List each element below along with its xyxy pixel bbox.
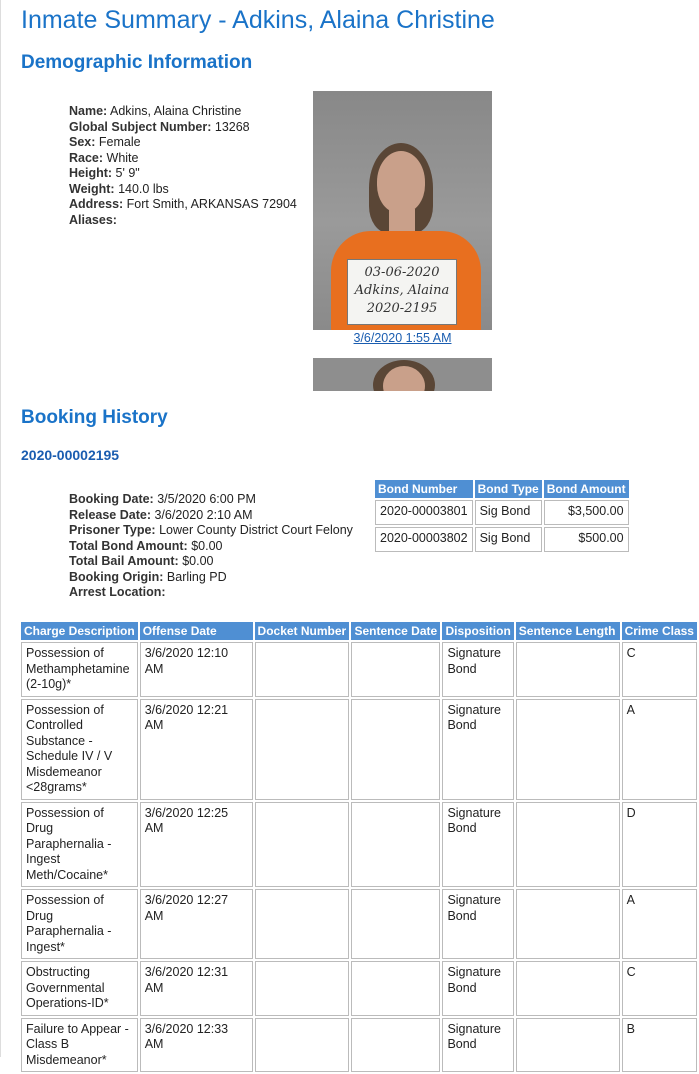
field-label: Height: (69, 166, 113, 180)
cell-offense-date: 3/6/2020 12:10 AM (140, 642, 253, 697)
cell-disposition: Signature Bond (442, 961, 513, 1016)
field-prisoner-type (69, 523, 353, 539)
table-row (375, 527, 629, 552)
cell-disposition: Signature Bond (442, 699, 513, 800)
table-row (21, 1018, 697, 1073)
cell-disposition: Signature Bond (442, 889, 513, 959)
mugshot-photo (313, 91, 492, 330)
cell-crime-class: A (622, 699, 697, 800)
field-label: Total Bail Amount: (69, 554, 179, 568)
booking-section-title: Booking History (21, 407, 168, 428)
column-header-offense-date[interactable]: Offense Date (140, 622, 253, 640)
cell-charge-description: Failure to Appear - Class B Misdemeanor* (21, 1018, 138, 1073)
field-value: 140.0 lbs (118, 181, 169, 196)
cell-sentence-length (516, 802, 620, 888)
booking-info (69, 492, 353, 601)
field-value: Female (98, 135, 141, 149)
cell-crime-class: C (622, 961, 697, 1016)
demographic-section-title: Demographic Information (21, 52, 253, 73)
photo-placard (347, 259, 457, 325)
field-value: Lower County District Court Felony (159, 523, 353, 537)
table-row (21, 699, 697, 800)
field-value: 3/6/2020 2:10 AM (154, 507, 253, 522)
cell-docket-number (255, 961, 350, 1016)
mugshot-photo-secondary (313, 358, 492, 391)
field-value: 13268 (214, 119, 250, 134)
cell-disposition: Signature Bond (442, 642, 513, 697)
placard-line-1: 03-06-2020 (364, 265, 440, 280)
cell-bond-number: 2020-00003802 (375, 527, 473, 552)
cell-charge-description: Possession of Methamphetamine (2-10g)* (21, 642, 138, 697)
field-global-subject-number (69, 120, 297, 136)
field-label: Aliases: (69, 212, 117, 227)
cell-bond-type: Sig Bond (475, 527, 542, 552)
field-label: Release Date: (69, 507, 151, 522)
cell-bond-amount: $500.00 (544, 527, 629, 552)
field-total-bail-amount (69, 554, 353, 570)
charges-table (19, 620, 699, 1074)
cell-sentence-date (351, 802, 440, 888)
field-value: Adkins, Alaina Christine (110, 104, 242, 118)
field-weight (69, 182, 297, 198)
column-header-bond-amount[interactable]: Bond Amount (544, 480, 629, 498)
bond-table (373, 478, 631, 554)
field-arrest-location (69, 585, 353, 601)
cell-bond-amount: $3,500.00 (544, 500, 629, 525)
page-title: Inmate Summary - Adkins, Alaina Christine (21, 6, 495, 34)
column-header-bond-number[interactable]: Bond Number (375, 480, 473, 498)
table-row (21, 961, 697, 1016)
field-label: Booking Date: (69, 492, 154, 506)
field-value: Barling PD (166, 569, 227, 584)
cell-sentence-length (516, 889, 620, 959)
cell-crime-class: D (622, 802, 697, 888)
booking-number: 2020-00002195 (21, 447, 120, 463)
field-aliases (69, 213, 297, 229)
field-value: 5' 9" (115, 166, 140, 180)
cell-sentence-date (351, 642, 440, 697)
cell-sentence-length (516, 1018, 620, 1073)
field-value: Fort Smith, ARKANSAS 72904 (126, 197, 297, 211)
field-label: Sex: (69, 135, 96, 149)
cell-bond-number: 2020-00003801 (375, 500, 473, 525)
cell-sentence-date (351, 1018, 440, 1073)
table-row (21, 889, 697, 959)
cell-offense-date: 3/6/2020 12:31 AM (140, 961, 253, 1016)
table-row (375, 500, 629, 525)
field-label: Arrest Location: (69, 585, 166, 599)
field-label: Booking Origin: (69, 569, 164, 584)
cell-sentence-length (516, 642, 620, 697)
cell-offense-date: 3/6/2020 12:21 AM (140, 699, 253, 800)
cell-bond-type: Sig Bond (475, 500, 542, 525)
cell-docket-number (255, 802, 350, 888)
field-address (69, 197, 297, 213)
field-sex (69, 135, 297, 151)
cell-crime-class: A (622, 889, 697, 959)
field-value: $0.00 (182, 554, 214, 568)
cell-sentence-length (516, 961, 620, 1016)
field-label: Global Subject Number: (69, 119, 212, 134)
photo-face (377, 151, 425, 213)
column-header-docket-number[interactable]: Docket Number (255, 622, 350, 640)
field-value: $0.00 (191, 538, 223, 553)
demographic-info (69, 104, 297, 228)
column-header-bond-type[interactable]: Bond Type (475, 480, 542, 498)
column-header-charge-description[interactable]: Charge Description (21, 622, 138, 640)
cell-sentence-length (516, 699, 620, 800)
column-header-disposition[interactable]: Disposition (442, 622, 513, 640)
cell-charge-description: Possession of Drug Paraphernalia - Ingest* (21, 889, 138, 959)
field-label: Race: (69, 150, 104, 165)
field-name (69, 104, 297, 120)
cell-charge-description: Possession of Drug Paraphernalia - Ingest Meth/Cocaine* (21, 802, 138, 888)
cell-sentence-date (351, 961, 440, 1016)
cell-sentence-date (351, 889, 440, 959)
cell-offense-date: 3/6/2020 12:33 AM (140, 1018, 253, 1073)
cell-disposition: Signature Bond (442, 1018, 513, 1073)
column-header-sentence-date[interactable]: Sentence Date (351, 622, 440, 640)
field-label: Total Bond Amount: (69, 538, 188, 553)
field-total-bond-amount (69, 539, 353, 555)
cell-crime-class: B (622, 1018, 697, 1073)
cell-sentence-date (351, 699, 440, 800)
field-value: White (106, 150, 139, 165)
field-value: 3/5/2020 6:00 PM (157, 492, 256, 506)
table-row (21, 802, 697, 888)
field-label: Weight: (69, 181, 115, 196)
cell-offense-date: 3/6/2020 12:27 AM (140, 889, 253, 959)
photo-date-link[interactable]: 3/6/2020 1:55 AM (353, 331, 452, 345)
cell-charge-description: Obstructing Governmental Operations-ID* (21, 961, 138, 1016)
cell-docket-number (255, 642, 350, 697)
cell-offense-date: 3/6/2020 12:25 AM (140, 802, 253, 888)
field-race (69, 151, 297, 167)
field-height (69, 166, 297, 182)
table-row (21, 642, 697, 697)
cell-crime-class: C (622, 642, 697, 697)
field-release-date (69, 508, 353, 524)
placard-line-3: 2020-2195 (366, 301, 438, 316)
column-header-sentence-length[interactable]: Sentence Length (516, 622, 620, 640)
column-header-crime-class[interactable]: Crime Class (622, 622, 697, 640)
cell-docket-number (255, 1018, 350, 1073)
cell-disposition: Signature Bond (442, 802, 513, 888)
placard-line-2: Adkins, Alaina (354, 283, 450, 298)
field-booking-date (69, 492, 353, 508)
field-label: Address: (69, 197, 124, 211)
cell-docket-number (255, 889, 350, 959)
field-booking-origin (69, 570, 353, 586)
field-label: Prisoner Type: (69, 523, 156, 537)
cell-charge-description: Possession of Controlled Substance - Schedule IV / V Misdemeanor <28grams* (21, 699, 138, 800)
cell-docket-number (255, 699, 350, 800)
field-label: Name: (69, 104, 108, 118)
